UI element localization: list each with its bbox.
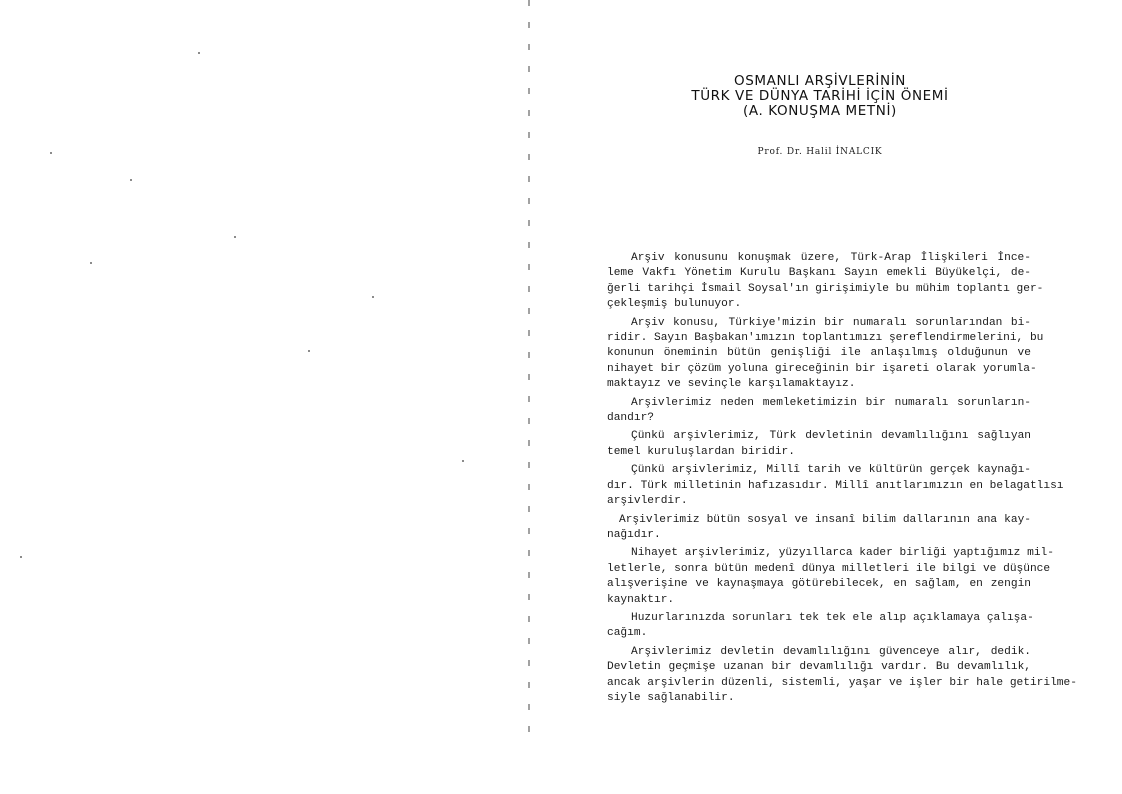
text-line: çekleşmiş bulunuyor.	[607, 298, 742, 311]
paragraph	[607, 645, 1077, 707]
text-line: ğerli tarihçi İsmail Soysal'ın girişimiyle bu mühim toplantı ger-	[607, 282, 1044, 295]
paragraph	[607, 396, 1031, 427]
text-line: nağıdır.	[607, 528, 661, 541]
text-line: Arşivlerimiz neden memleketimizin bir numaralı sorunların-	[631, 396, 1031, 409]
paragraph	[607, 429, 1031, 460]
text-line: Arşivlerimiz devletin devamlılığını güvenceye alır, dedik.	[631, 645, 1031, 658]
text-line: konunun öneminin bütün genişliği ile anlaşılmış olduğunun ve	[607, 347, 1031, 360]
text-line: ridir. Sayın Başbakan'ımızın toplantımızı şereflendirmelerini, bu	[607, 332, 1044, 345]
paragraph	[607, 251, 1044, 313]
text-line: dandır?	[607, 412, 654, 425]
scan-speck	[130, 179, 132, 181]
text-line: Arşiv konusunu konuşmak üzere, Türk-Arap İlişkileri İnce-	[631, 252, 1031, 264]
scan-speck	[20, 556, 22, 558]
text-line: leme Vakfı Yönetim Kurulu Başkanı Sayın emekli Büyükelçi, de-	[607, 267, 1031, 280]
text-line: maktayız ve sevinçle karşılamaktayız.	[607, 378, 856, 391]
text-line: dır. Türk milletinin hafızasıdır. Millî anıtlarımızın en belagatlısı	[607, 479, 1064, 492]
scan-speck	[90, 262, 92, 264]
scan-speck	[462, 460, 464, 462]
text-line: kaynaktır.	[607, 593, 675, 606]
scan-speck	[50, 152, 52, 154]
text-line: letlerle, sonra bütün medenî dünya milletleri ile bilgi ve düşünce	[607, 562, 1051, 575]
text-line: Çünkü arşivlerimiz, Türk devletinin devamlılığını sağlıyan	[631, 430, 1031, 443]
text-line: Çünkü arşivlerimiz, Millî tarih ve kültürün gerçek kaynağı-	[631, 464, 1031, 477]
title-line: TÜRK VE DÜNYA TARİHİ İÇİN ÖNEMİ	[691, 88, 949, 104]
scan-speck	[234, 236, 236, 238]
author-byline: Prof. Dr. Halil İNALCIK	[757, 147, 883, 157]
text-line: Arşivlerimiz bütün sosyal ve insanî bilim dallarının ana kay-	[619, 513, 1031, 526]
scan-speck	[372, 296, 374, 298]
scan-speck	[198, 52, 200, 54]
text-line: Nihayet arşivlerimiz, yüzyıllarca kader birliği yaptığımız mil-	[631, 547, 1054, 560]
text-line: alışverişine ve kaynaşmaya götürebilecek, en sağlam, en zengin	[607, 578, 1031, 591]
paragraph	[607, 611, 1034, 642]
paragraph	[607, 316, 1044, 393]
text-line: siyle sağlanabilir.	[607, 691, 735, 704]
text-line: Arşiv konusu, Türkiye'mizin bir numaralı sorunlarından bi-	[631, 316, 1031, 329]
paragraph	[607, 546, 1054, 608]
title-line: (A. KONUŞMA METNİ)	[743, 103, 897, 119]
article-title	[640, 74, 1000, 119]
text-line: Devletin geçmişe uzanan bir devamlılığı vardır. Bu devamlılık,	[607, 661, 1031, 674]
article-body	[607, 251, 1077, 709]
page-gutter	[528, 0, 530, 740]
right-page	[600, 0, 1077, 794]
text-line: temel kuruluşlardan biridir.	[607, 445, 795, 458]
paragraph	[607, 513, 1031, 544]
text-line: arşivlerdir.	[607, 495, 688, 508]
text-line: Huzurlarınızda sorunları tek tek ele alıp açıklamaya çalışa-	[631, 611, 1034, 624]
title-line: OSMANLI ARŞİVLERİNİN	[734, 73, 906, 89]
text-line: ancak arşivlerin düzenli, sistemli, yaşar ve işler bir hale getirilme-	[607, 676, 1077, 689]
scan-speck	[308, 350, 310, 352]
paragraph	[607, 463, 1064, 509]
text-line: nihayet bir çözüm yoluna gireceğinin bir işareti olarak yorumla-	[607, 362, 1037, 375]
text-line: cağım.	[607, 627, 648, 640]
